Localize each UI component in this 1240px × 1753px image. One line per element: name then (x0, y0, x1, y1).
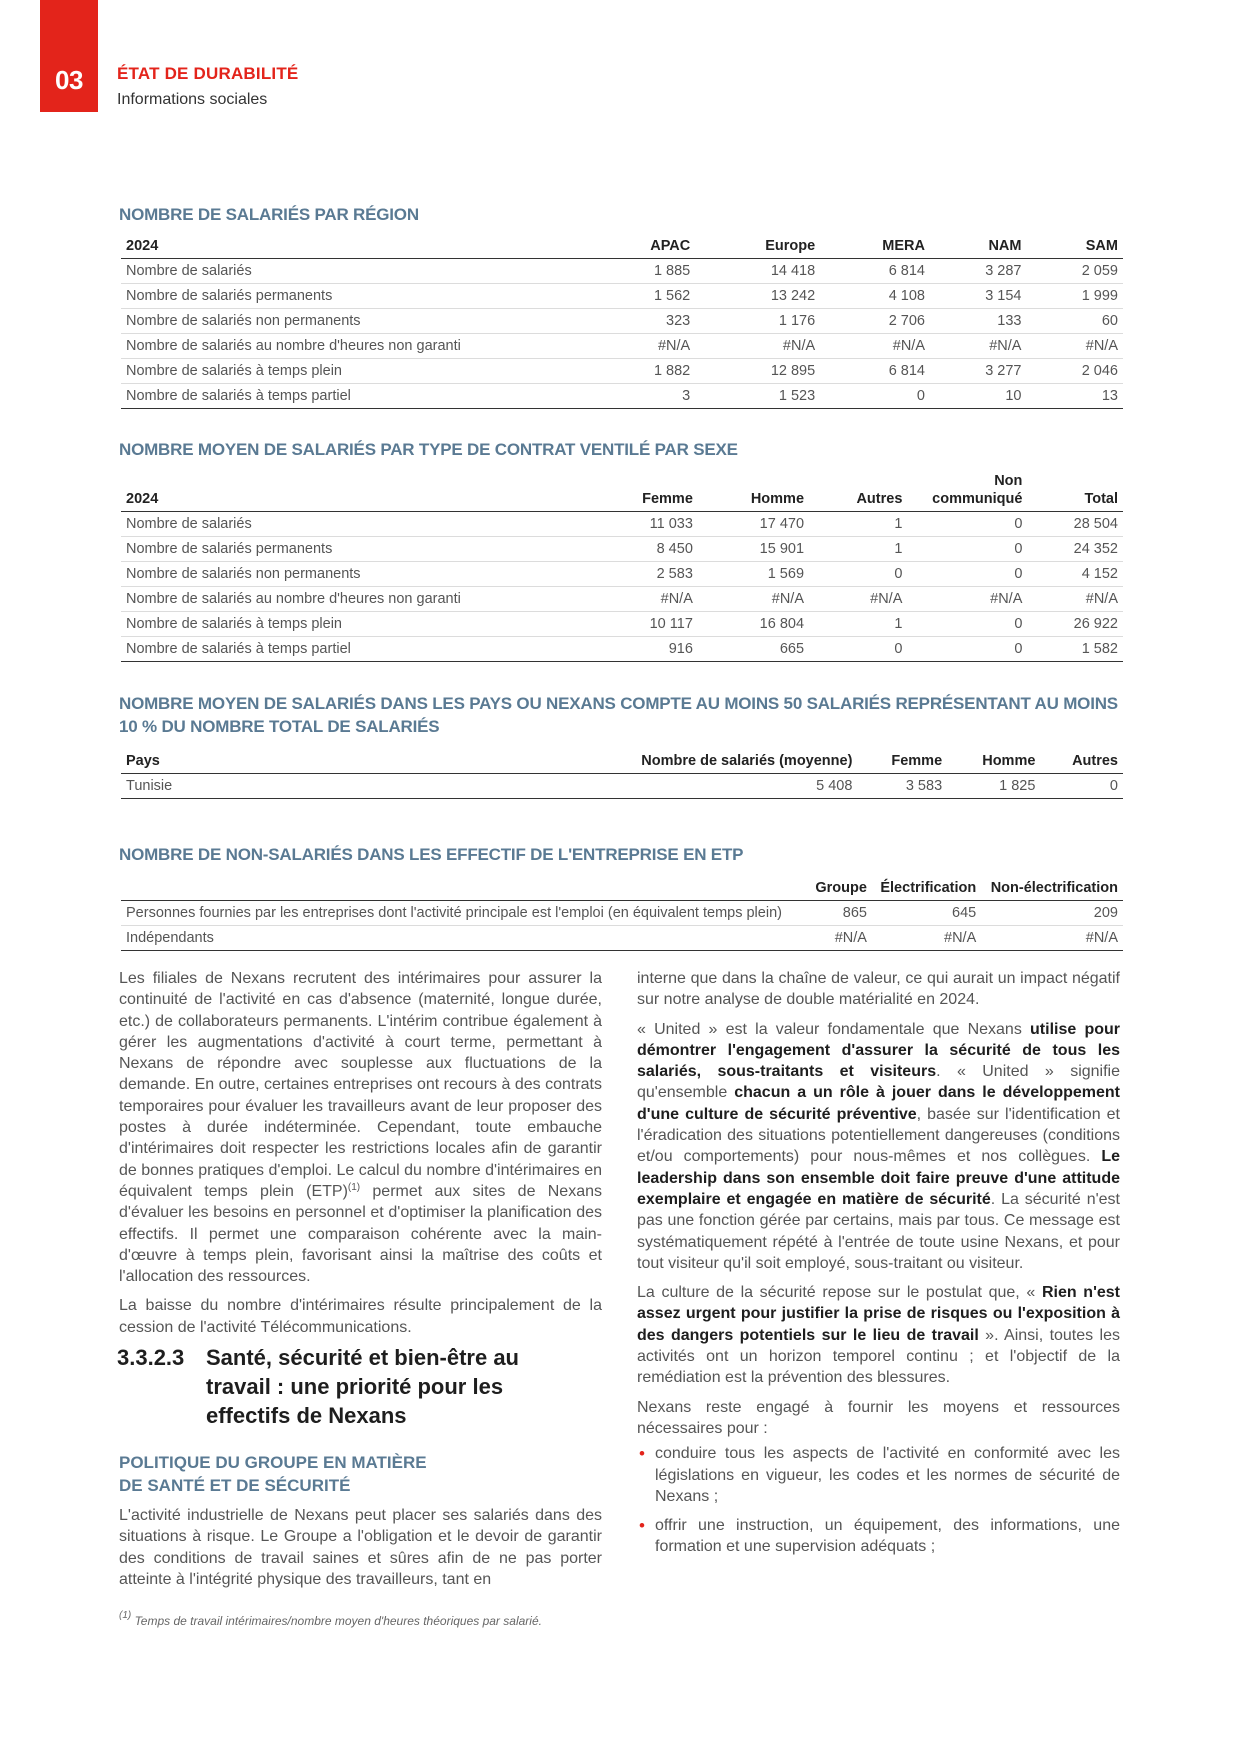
table-cell: 28 504 (1027, 512, 1123, 537)
footnote: $^{(1)}$ Temps de travail intérimaires/nombre moyen d'heures théoriques par salarié. (119, 1610, 542, 1628)
table-cell: 4 108 (820, 284, 930, 309)
row-label: Personnes fournies par les entreprises dont l'activité principale est l'emploi (en équivalent temps plein) (121, 901, 808, 926)
column-header: Homme (947, 750, 1040, 774)
table-cell: 1 (809, 612, 907, 637)
table-cell: #N/A (1027, 587, 1123, 612)
table-cell: 645 (872, 901, 981, 926)
paragraph-interim: Les filiales de Nexans recrutent des intérimaires pour assurer la continuité de l'activité en cas d'absence (maternité, longue durée, etc.) de collaborateurs permanents. L'intérim contribue également à gérer les augmentations d'activité à court terme, permettant à Nexans de répondre avec souplesse aux fluctuations de la demande. En outre, certaines entreprises ont recours à des contrats temporaires pour évaluer les travailleurs avant de leur proposer des postes à durée indéterminée. Cependant, toute embauche d'intérimaires doit respecter les restrictions locales afin de garantir de bonnes pratiques d'emploi. Le calcul du nombre d'intérimaires en équivalent temps plein (ETP)$^{(1)}$ permet aux sites de Nexans d'évaluer les besoins en personnel et d'optimiser la planification des effectifs. Il permet une comparaison cohérente avec la main-d'œuvre à temps plein, favorisant ainsi la maîtrise des coûts et l'allocation des ressources. (119, 970, 602, 1286)
row-label: Nombre de salariés non permanents (121, 562, 591, 587)
table-cell: 0 (907, 537, 1027, 562)
table-cell: 1 569 (698, 562, 809, 587)
table-cell: 2 583 (591, 562, 698, 587)
table-cell: 1 582 (1027, 637, 1123, 662)
table-row (121, 259, 1123, 284)
row-label: Tunisie (121, 774, 531, 799)
table-row (121, 384, 1123, 409)
row-label: Nombre de salariés permanents (121, 537, 591, 562)
table-row (121, 587, 1123, 612)
table-cell: 0 (809, 562, 907, 587)
table-cell: 916 (591, 637, 698, 662)
table-cell: #N/A (591, 334, 695, 359)
table-salaries-par-pays (121, 750, 1123, 799)
table-row (121, 926, 1123, 951)
list-item: • offrir une instruction, un équipement, des informations, une formation et une supervision adéquats ; (639, 1516, 1120, 1556)
column-header: NAM (930, 235, 1026, 259)
table-row (121, 774, 1123, 799)
table-pays-title: NOMBRE MOYEN DE SALARIÉS DANS LES PAYS OU NEXANS COMPTE AU MOINS 50 SALARIÉS REPRÉSENTANT AU MOINS 10 % DU NOMBRE TOTAL DE SALARIÉS (119, 694, 1118, 736)
table-cell: 209 (981, 901, 1123, 926)
table-cell: 6 814 (820, 359, 930, 384)
row-label: Nombre de salariés permanents (121, 284, 591, 309)
section-number: 3.3.2.3 (117, 1345, 185, 1370)
subsection-heading: POLITIQUE DU GROUPE EN MATIÈRE DE SANTÉ ET DE SÉCURITÉ (119, 1453, 427, 1495)
bullet-icon: • (639, 1444, 645, 1464)
table-cell: #N/A (808, 926, 872, 951)
column-header: APAC (591, 235, 695, 259)
table-cell: 8 450 (591, 537, 698, 562)
table-cell: 0 (907, 512, 1027, 537)
column-header: 2024 (121, 235, 591, 259)
table-cell: #N/A (907, 587, 1027, 612)
table-region-title: NOMBRE DE SALARIÉS PAR RÉGION (119, 205, 419, 224)
table-row (121, 309, 1123, 334)
table-cell: 6 814 (820, 259, 930, 284)
table-row (121, 637, 1123, 662)
table-row (121, 284, 1123, 309)
column-header (121, 877, 808, 901)
table-salaries-par-region (121, 235, 1123, 409)
table-cell: 2 046 (1026, 359, 1123, 384)
table-cell: 0 (907, 637, 1027, 662)
column-header: Groupe (808, 877, 872, 901)
table-cell: 13 (1026, 384, 1123, 409)
table-cell: 2 706 (820, 309, 930, 334)
table-cell: 1 523 (695, 384, 820, 409)
paragraph-baisse: La baisse du nombre d'intérimaires résulte principalement de la cession de l'activité Télécommunications. (119, 1297, 602, 1336)
table-cell: #N/A (820, 334, 930, 359)
header-title: ÉTAT DE DURABILITÉ (117, 64, 299, 83)
row-label: Nombre de salariés (121, 259, 591, 284)
column-header: Pays (121, 750, 531, 774)
column-header: Autres (1040, 750, 1123, 774)
section-heading-text: Santé, sécurité et bien-être au travail : une priorité pour les effectifs de Nexans (206, 1345, 519, 1428)
column-header: Non communiqué (907, 470, 1027, 512)
list-item: • conduire tous les aspects de l'activité en conformité avec les législations en vigueur, les codes et les normes de sécurité de Nexans ; (639, 1444, 1120, 1505)
left-column-bottom (119, 1505, 602, 1598)
table-cell: #N/A (809, 587, 907, 612)
column-header: Europe (695, 235, 820, 259)
footnote-ref: (1) (347, 1181, 361, 1193)
column-header: Électrification (872, 877, 981, 901)
table-cell: 16 804 (698, 612, 809, 637)
row-label: Indépendants (121, 926, 808, 951)
table-row (121, 334, 1123, 359)
table-row (121, 512, 1123, 537)
row-label: Nombre de salariés (121, 512, 591, 537)
table-cell: 0 (1040, 774, 1123, 799)
row-label: Nombre de salariés à temps plein (121, 359, 591, 384)
row-label: Nombre de salariés à temps partiel (121, 384, 591, 409)
table-cell: 60 (1026, 309, 1123, 334)
table-cell: 12 895 (695, 359, 820, 384)
column-header: Nombre de salariés (moyenne) (531, 750, 857, 774)
table-cell: #N/A (872, 926, 981, 951)
table-cell: 15 901 (698, 537, 809, 562)
bullet-icon: • (639, 1516, 645, 1536)
table-cell: 1 562 (591, 284, 695, 309)
column-header: Femme (591, 470, 698, 512)
table-cell: 3 277 (930, 359, 1026, 384)
table-row (121, 612, 1123, 637)
row-label: Nombre de salariés à temps plein (121, 612, 591, 637)
table-cell: 5 408 (531, 774, 857, 799)
column-header: Total (1027, 470, 1123, 512)
table-cell: 0 (907, 562, 1027, 587)
table-cell: 24 352 (1027, 537, 1123, 562)
table-cell: 13 242 (695, 284, 820, 309)
table-cell: 1 999 (1026, 284, 1123, 309)
header-subtitle: Informations sociales (117, 91, 268, 108)
table-cell: #N/A (930, 334, 1026, 359)
column-header: Homme (698, 470, 809, 512)
table-cell: 133 (930, 309, 1026, 334)
table-cell: 0 (820, 384, 930, 409)
table-cell: #N/A (591, 587, 698, 612)
table-cell: 10 117 (591, 612, 698, 637)
row-label: Nombre de salariés au nombre d'heures non garanti (121, 587, 591, 612)
table-cell: 1 885 (591, 259, 695, 284)
table-row (121, 359, 1123, 384)
table-cell: #N/A (695, 334, 820, 359)
paragraph-culture: La culture de la sécurité repose sur le postulat que, « Rien n'est assez urgent pour justifier la prise de risques ou l'exposition à des dangers potentiels sur le lieu de travail ». Ainsi, toutes les activités ont un horizon temporel continu ; et l'objectif de la remédiation est la prévention des blessures. (637, 1284, 1120, 1387)
table-row (121, 537, 1123, 562)
paragraph-interne: interne que dans la chaîne de valeur, ce qui aurait un impact négatif sur notre analyse de double matérialité en 2024. (637, 970, 1120, 1009)
table-cell: 2 059 (1026, 259, 1123, 284)
table-cell: 1 176 (695, 309, 820, 334)
column-header: MERA (820, 235, 930, 259)
table-row (121, 562, 1123, 587)
table-cell: 3 583 (857, 774, 947, 799)
table-cell: #N/A (698, 587, 809, 612)
column-header: SAM (1026, 235, 1123, 259)
table-cell: 323 (591, 309, 695, 334)
table-cell: 1 825 (947, 774, 1040, 799)
table-cell: 14 418 (695, 259, 820, 284)
table-cell: 11 033 (591, 512, 698, 537)
column-header: 2024 (121, 470, 591, 512)
column-header: Non-électrification (981, 877, 1123, 901)
table-cell: 1 (809, 537, 907, 562)
row-label: Nombre de salariés non permanents (121, 309, 591, 334)
table-cell: 1 882 (591, 359, 695, 384)
paragraph-politique: L'activité industrielle de Nexans peut placer ses salariés dans des situations à risque. Le Groupe a l'obligation et le devoir de garantir des conditions de travail saines et sûres afin de ne pas porter atteinte à l'intégrité physique des travailleurs, tant en (119, 1507, 602, 1588)
table-cell: 3 154 (930, 284, 1026, 309)
paragraph-engage: Nexans reste engagé à fournir les moyens et ressources nécessaires pour : (637, 1398, 1120, 1437)
chapter-tab (40, 0, 98, 112)
table-sexe-title: NOMBRE MOYEN DE SALARIÉS PAR TYPE DE CONTRAT VENTILÉ PAR SEXE (119, 440, 738, 459)
left-column (119, 968, 602, 1346)
table-cell: 3 287 (930, 259, 1026, 284)
table-non-salaries-etp (121, 877, 1123, 951)
table-cell: 10 (930, 384, 1026, 409)
table-cell: 0 (809, 637, 907, 662)
table-cell: 17 470 (698, 512, 809, 537)
table-cell: 865 (808, 901, 872, 926)
table-cell: #N/A (1026, 334, 1123, 359)
bullet-list (637, 1443, 1120, 1557)
table-salaries-par-sexe (121, 470, 1123, 662)
table-cell: 3 (591, 384, 695, 409)
paragraph-united: « United » est la valeur fondamentale que Nexans utilise pour démontrer l'engagement d'assurer la sécurité de tous les salariés, sous-traitants et visiteurs. « United » signifie qu'ensemble chacun a un rôle à jouer dans le développement d'une culture de sécurité préventive, basée sur l'identification et l'éradication des situations potentiellement dangereuses (conditions et/ou comportements) pour nous-mêmes et nos collègues. Le leadership dans son ensemble doit faire preuve d'une attitude exemplaire et engagée en matière de sécurité. La sécurité n'est pas une fonction gérée par certains, mais par tous. Ce message est systématiquement répété à l'entrée de toute usine Nexans, et pour tout visiteur qu'il soit employé, sous-traitant ou visiteur. (637, 1020, 1120, 1272)
table-cell: 26 922 (1027, 612, 1123, 637)
right-column (637, 968, 1120, 1566)
row-label: Nombre de salariés à temps partiel (121, 637, 591, 662)
column-header: Autres (809, 470, 907, 512)
chapter-number: 03 (55, 65, 83, 95)
table-cell: 1 (809, 512, 907, 537)
table-cell: 665 (698, 637, 809, 662)
table-cell: #N/A (981, 926, 1123, 951)
column-header: Femme (857, 750, 947, 774)
table-row (121, 901, 1123, 926)
table-cell: 4 152 (1027, 562, 1123, 587)
table-cell: 0 (907, 612, 1027, 637)
row-label: Nombre de salariés au nombre d'heures non garanti (121, 334, 591, 359)
table-etp-title: NOMBRE DE NON-SALARIÉS DANS LES EFFECTIF DE L'ENTREPRISE EN ETP (119, 845, 744, 864)
